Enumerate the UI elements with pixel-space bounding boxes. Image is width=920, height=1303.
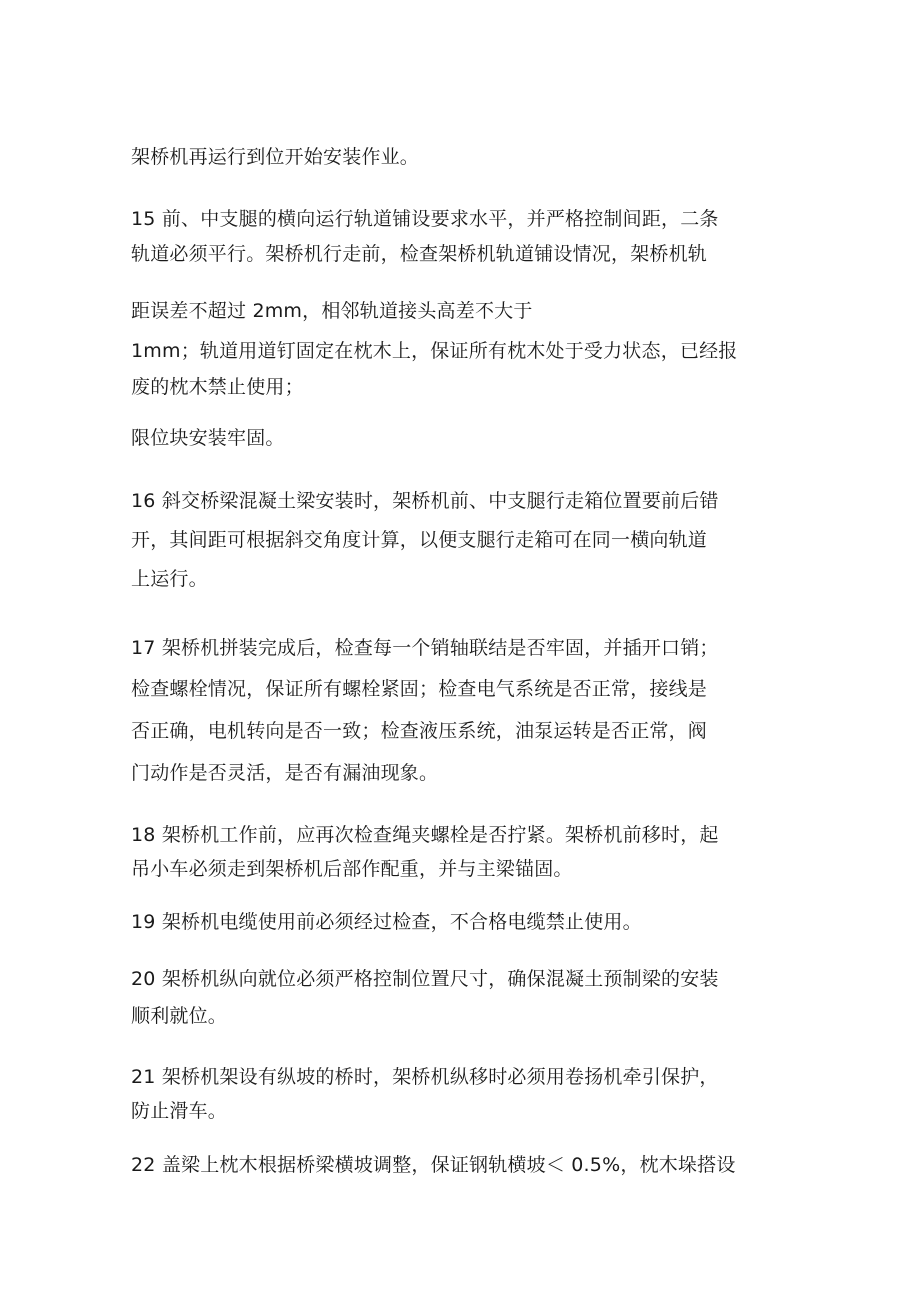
- text-line: 19 架桥机电缆使用前必须经过检查，不合格电缆禁止使用。: [131, 911, 642, 933]
- text-line: 检查螺栓情况，保证所有螺栓紧固；检查电气系统是否正常，接线是: [131, 678, 708, 700]
- text-line: 16 斜交桥梁混凝土梁安装时，架桥机前、中支腿行走箱位置要前后错: [131, 490, 719, 512]
- text-line: 否正确，电机转向是否一致；检查液压系统，油泵运转是否正常，阀: [131, 720, 708, 742]
- text-line: 17 架桥机拼装完成后，检查每一个销轴联结是否牢固，并插开口销；: [131, 637, 719, 659]
- text-line: 顺利就位。: [131, 1005, 228, 1027]
- text-line: 22 盖梁上枕木根据桥梁横坡调整，保证钢轨横坡＜ 0.5%，枕木垛搭设: [131, 1154, 736, 1176]
- text-line: 20 架桥机纵向就位必须严格控制位置尺寸，确保混凝土预制梁的安装: [131, 968, 719, 990]
- text-line: 吊小车必须走到架桥机后部作配重，并与主梁锚固。: [131, 858, 573, 880]
- text-line: 距误差不超过 2mm，相邻轨道接头高差不大于: [131, 300, 533, 322]
- text-line: 21 架桥机架设有纵坡的桥时，架桥机纵移时必须用卷扬机牵引保护，: [131, 1066, 719, 1088]
- text-line: 架桥机再运行到位开始安装作业。: [131, 146, 420, 168]
- text-line: 限位块安装牢固。: [131, 427, 285, 449]
- text-line: 防止滑车。: [131, 1100, 228, 1122]
- text-line: 18 架桥机工作前，应再次检查绳夹螺栓是否拧紧。架桥机前移时，起: [131, 824, 719, 846]
- text-line: 上运行。: [131, 568, 208, 590]
- text-line: 门动作是否灵活，是否有漏油现象。: [131, 762, 439, 784]
- text-line: 开，其间距可根据斜交角度计算，以便支腿行走箱可在同一横向轨道: [131, 529, 708, 551]
- text-line: 轨道必须平行。架桥机行走前，检查架桥机轨道铺设情况，架桥机轨: [131, 243, 708, 265]
- text-line: 15 前、中支腿的横向运行轨道铺设要求水平，并严格控制间距，二条: [131, 208, 719, 230]
- text-line: 废的枕木禁止使用；: [131, 376, 304, 398]
- text-line: 1mm；轨道用道钉固定在枕木上，保证所有枕木处于受力状态，已经报: [131, 340, 738, 362]
